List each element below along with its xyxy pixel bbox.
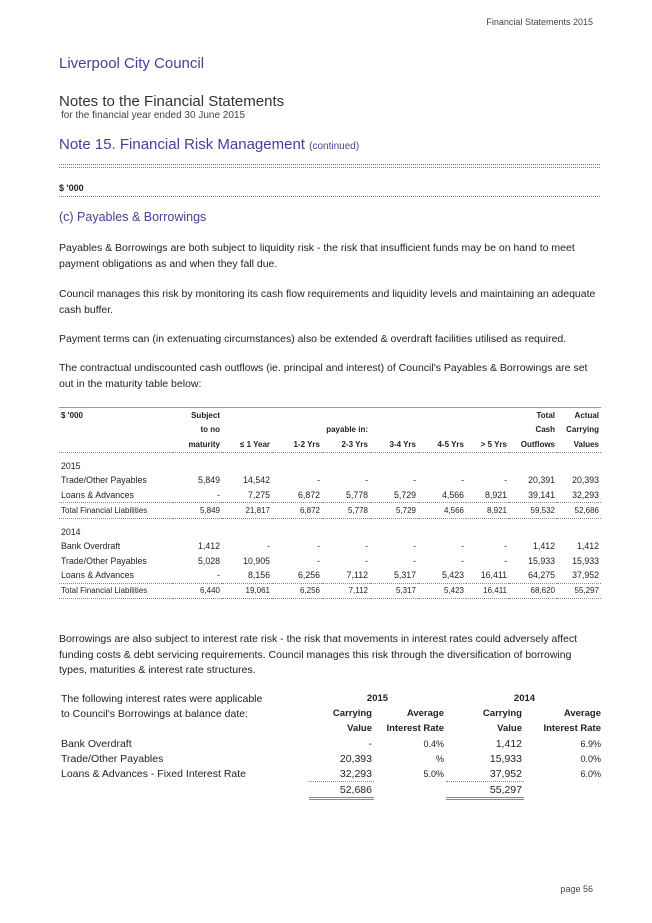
col-carrying: Carrying xyxy=(332,708,372,719)
table-cell: - xyxy=(365,541,368,552)
table-cell: 5,317 xyxy=(393,570,416,581)
table-cell: 21,817 xyxy=(222,503,272,519)
table-cell: 16,411 xyxy=(466,583,509,599)
table-cell: 5,423 xyxy=(441,570,464,581)
divider xyxy=(59,164,600,165)
table-cell: - xyxy=(461,555,464,566)
table-cell xyxy=(418,423,466,438)
table-cell: - xyxy=(317,475,320,486)
row-label xyxy=(59,437,172,452)
total-2015: 52,686 xyxy=(309,782,374,799)
table-cell: 59,532 xyxy=(509,503,557,519)
table-cell: 1,412 xyxy=(197,541,220,552)
rate-cell: 5.0% xyxy=(423,768,444,779)
table-cell: 1-2 Yrs xyxy=(272,437,322,452)
paragraph: Council manages this risk by monitoring its cash flow requirements and liquidity levels and maintaining an adequate cash buffer. xyxy=(59,288,596,316)
rate-cell: 0.4% xyxy=(423,738,444,749)
table-cell: - xyxy=(365,475,368,486)
value-cell: 1,412 xyxy=(495,737,522,750)
table-cell: 2-3 Yrs xyxy=(322,437,370,452)
table-cell: 4,566 xyxy=(441,489,464,500)
table-cell: ≤ 1 Year xyxy=(222,437,272,452)
table-cell: Cash xyxy=(535,425,555,435)
table-cell: 6,256 xyxy=(272,583,322,599)
col-value: Value xyxy=(347,723,372,734)
col-average: Average xyxy=(406,708,444,719)
rate-cell: 0.0% xyxy=(580,753,601,764)
table-cell: 5,849 xyxy=(197,475,220,486)
table-cell: - xyxy=(413,555,416,566)
interest-rate-table xyxy=(59,691,603,800)
table-cell: - xyxy=(317,541,320,552)
year-2015-header: 2015 xyxy=(366,693,389,704)
table-cell xyxy=(222,423,272,438)
table-cell: Total xyxy=(509,408,557,423)
section-heading: (c) Payables & Borrowings xyxy=(59,210,207,224)
maturity-table xyxy=(59,407,601,599)
table-cell: 5,849 xyxy=(172,503,222,519)
total-2014: 55,297 xyxy=(446,782,524,799)
note-continued: (continued) xyxy=(309,141,360,152)
row-label: Loans & Advances - Fixed Interest Rate xyxy=(61,767,247,780)
page-number: page 56 xyxy=(560,884,593,894)
interest-intro-line2: to Council's Borrowings at balance date: xyxy=(61,707,249,720)
table-cell: 6,872 xyxy=(297,489,320,500)
total-row xyxy=(59,583,601,599)
table-cell: - xyxy=(413,541,416,552)
table-cell: 15,933 xyxy=(528,555,555,566)
col-rate: Interest Rate xyxy=(386,723,444,734)
table-cell: 39,141 xyxy=(528,489,555,500)
notes-subtitle: for the financial year ended 30 June 2015 xyxy=(61,110,246,121)
year-label: 2015 xyxy=(61,460,81,471)
interest-table-row xyxy=(59,751,603,766)
table-cell: 4,566 xyxy=(418,503,466,519)
rate-cell: 6.9% xyxy=(580,738,601,749)
table-cell: 37,952 xyxy=(572,570,599,581)
table-cell: 5,778 xyxy=(322,503,370,519)
table-cell: maturity xyxy=(172,437,222,452)
table-cell: - xyxy=(504,541,507,552)
table-cell xyxy=(222,408,272,423)
table-cell: Outflows xyxy=(509,437,557,452)
table-cell: 1,412 xyxy=(532,541,555,552)
table-cell: - xyxy=(365,555,368,566)
table-row xyxy=(59,539,601,554)
note-title-text: Note 15. Financial Risk Management xyxy=(59,136,305,153)
table-cell: 1,412 xyxy=(576,541,599,552)
interest-table-row xyxy=(59,721,603,736)
row-label: Bank Overdraft xyxy=(61,541,121,552)
table-cell: 64,275 xyxy=(528,570,555,581)
divider xyxy=(59,196,600,197)
table-header-row xyxy=(59,423,601,438)
table-cell: - xyxy=(413,475,416,486)
table-cell: - xyxy=(461,475,464,486)
interest-total-row xyxy=(59,782,603,799)
table-cell: 6,872 xyxy=(272,503,322,519)
value-cell: 37,952 xyxy=(446,766,524,782)
table-cell xyxy=(272,423,322,438)
row-label: Trade/Other Payables xyxy=(61,752,164,765)
paragraph: Payment terms can (in extenuating circumstances) also be extended & overdraft facilities utilised as required. xyxy=(59,333,567,345)
table-cell: 6,440 xyxy=(172,583,222,599)
table-cell: - xyxy=(217,489,220,500)
table-cell: 7,112 xyxy=(346,570,368,581)
value-cell: 15,933 xyxy=(489,752,522,765)
table-cell: 8,156 xyxy=(247,570,270,581)
table-cell: 7,112 xyxy=(322,583,370,599)
table-cell: Values xyxy=(557,437,601,452)
table-cell xyxy=(370,423,418,438)
value-cell: 20,393 xyxy=(339,752,372,765)
year-row xyxy=(59,518,601,539)
table-cell: - xyxy=(267,541,270,552)
row-label xyxy=(59,423,172,438)
table-cell: 5,729 xyxy=(393,489,416,500)
table-cell xyxy=(466,408,509,423)
interest-table-row xyxy=(59,691,603,706)
col-carrying: Carrying xyxy=(482,708,522,719)
col-average: Average xyxy=(563,708,601,719)
table-cell: 16,411 xyxy=(480,570,507,581)
table-row xyxy=(59,568,601,583)
year-label: 2014 xyxy=(61,526,81,537)
table-cell: 19,061 xyxy=(222,583,272,599)
table-cell: to no xyxy=(200,425,220,435)
divider xyxy=(59,167,600,168)
table-cell: 15,933 xyxy=(572,555,599,566)
value-cell: - xyxy=(368,737,372,750)
table-cell xyxy=(322,408,370,423)
interest-table-row xyxy=(59,766,603,782)
table-cell xyxy=(370,408,418,423)
table-cell: 52,686 xyxy=(557,503,601,519)
interest-table-row xyxy=(59,706,603,721)
table-cell: Carrying xyxy=(566,425,599,435)
table-cell: 14,542 xyxy=(243,475,270,486)
rate-cell: 6.0% xyxy=(580,768,601,779)
table-row xyxy=(59,488,601,503)
row-label: Total Financial Liabilities xyxy=(59,503,172,519)
table-cell: 5,423 xyxy=(418,583,466,599)
table-cell: - xyxy=(461,541,464,552)
note-title xyxy=(59,136,359,153)
row-label: Trade/Other Payables xyxy=(61,555,147,566)
table-header-row xyxy=(59,408,601,423)
table-cell: 4-5 Yrs xyxy=(418,437,466,452)
table-row xyxy=(59,554,601,569)
table-cell: 5,778 xyxy=(345,489,368,500)
table-cell: > 5 Yrs xyxy=(466,437,509,452)
table-cell: 20,391 xyxy=(528,475,555,486)
units-label: $ '000 xyxy=(59,183,84,193)
row-label: Loans & Advances xyxy=(61,570,134,581)
row-label: Total Financial Liabilities xyxy=(59,583,172,599)
table-cell: payable in: xyxy=(326,425,368,435)
council-name: Liverpool City Council xyxy=(59,55,205,72)
table-cell: 8,921 xyxy=(466,503,509,519)
table-cell: Subject xyxy=(172,408,222,423)
notes-title: Notes to the Financial Statements xyxy=(59,93,285,110)
table-cell: 7,275 xyxy=(247,489,270,500)
table-cell: - xyxy=(504,475,507,486)
paragraph: The contractual undiscounted cash outflows (ie. principal and interest) of Council's Payables & Borrowings are set out in the maturity table below: xyxy=(59,362,588,390)
table-cell xyxy=(272,408,322,423)
year-row xyxy=(59,452,601,473)
table-header-row xyxy=(59,437,601,452)
row-label: $ '000 xyxy=(59,408,172,423)
table-cell: - xyxy=(217,570,220,581)
paragraph: Payables & Borrowings are both subject to liquidity risk - the risk that insufficient funds may be on hand to meet payment obligations as and when they fall due. xyxy=(59,242,575,270)
rate-cell: % xyxy=(435,753,444,764)
table-cell: 5,729 xyxy=(370,503,418,519)
table-cell: 5,028 xyxy=(197,555,220,566)
interest-table-row xyxy=(59,736,603,751)
year-2014-header: 2014 xyxy=(513,693,536,704)
table-cell: 6,256 xyxy=(297,570,320,581)
table-cell: 3-4 Yrs xyxy=(370,437,418,452)
interest-intro-line1: The following interest rates were applicable xyxy=(61,692,263,705)
table-cell: 10,905 xyxy=(243,555,270,566)
table-cell xyxy=(418,408,466,423)
page-header-title: Financial Statements 2015 xyxy=(486,17,593,27)
table-cell: 68,620 xyxy=(509,583,557,599)
table-row xyxy=(59,473,601,488)
value-cell: 32,293 xyxy=(309,766,374,782)
col-rate: Interest Rate xyxy=(543,723,601,734)
table-cell xyxy=(466,423,509,438)
row-label: Trade/Other Payables xyxy=(61,475,147,486)
table-cell: - xyxy=(317,555,320,566)
borrowing-paragraph: Borrowings are also subject to interest rate risk - the risk that movements in interest rates could adversely affect funding costs & debt servicing requirements. Council manages this risk through the diversification of borrowing types, maturities & interest rate structures. xyxy=(59,633,578,676)
table-cell: - xyxy=(504,555,507,566)
table-cell: 32,293 xyxy=(572,489,599,500)
table-cell: Actual xyxy=(557,408,601,423)
table-cell: 55,297 xyxy=(557,583,601,599)
col-value: Value xyxy=(497,723,522,734)
table-cell: 8,921 xyxy=(484,489,507,500)
total-row xyxy=(59,503,601,519)
table-cell: 20,393 xyxy=(572,475,599,486)
row-label: Loans & Advances xyxy=(61,489,134,500)
table-cell: 5,317 xyxy=(370,583,418,599)
row-label: Bank Overdraft xyxy=(61,737,132,750)
